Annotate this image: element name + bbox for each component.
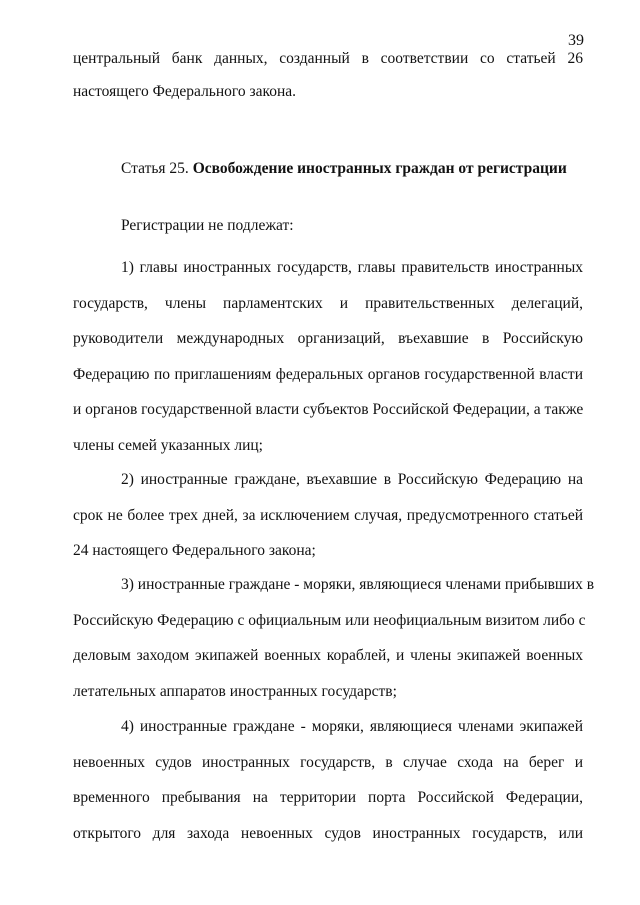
intro-paragraph (73, 217, 583, 235)
text-line: 4) иностранные граждане - моряки, являющиеся членами экипажей (121, 718, 583, 735)
text-line: летательных аппаратов иностранных государств; (73, 682, 397, 700)
text-line: члены семей указанных лиц; (73, 436, 263, 454)
text-line: деловым заходом экипажей военных кораблей, и члены экипажей военных (73, 647, 583, 664)
text-line: срок не более трех дней, за исключением случая, предусмотренного статьей (73, 506, 583, 524)
text-line: открытого для захода невоенных судов иностранных государств, или (73, 824, 583, 842)
intro-text: Регистрации не подлежат: (121, 217, 294, 234)
list-item-1 (73, 250, 583, 463)
list-item-3 (73, 567, 595, 709)
text-line: центральный банк данных, созданный в соответствии со статьей 26 (73, 50, 583, 67)
text-line: временного пребывания на территории порта Российской Федерации, (73, 789, 583, 806)
article-label: Статья 25. (121, 160, 189, 177)
article-title: Освобождение иностранных граждан от регистрации (192, 160, 567, 177)
text-line: Федерацию по приглашениям федеральных органов государственной власти (73, 365, 583, 383)
text-line: и органов государственной власти субъектов Российской Федерации, а также (73, 401, 584, 418)
text-line: Российскую Федерацию с официальным или неофициальным визитом либо с (73, 611, 586, 629)
list-item-2 (73, 462, 583, 569)
text-line: государств, члены парламентских и правительственных делегаций, (73, 294, 583, 312)
text-line: невоенных судов иностранных государств, в случае схода на берег и (73, 753, 583, 771)
text-line: 3) иностранные граждане - моряки, являющиеся членами прибывших в (121, 576, 595, 593)
text-line: настоящего Федерального закона. (73, 83, 297, 100)
article-heading (121, 160, 591, 178)
text-line: 24 настоящего Федерального закона; (73, 542, 316, 559)
continuation-paragraph (73, 50, 583, 101)
list-item-4 (73, 709, 583, 851)
text-line: руководители международных организаций, въехавшие в Российскую (73, 330, 583, 347)
text-line: 2) иностранные граждане, въехавшие в Российскую Федерацию на (121, 471, 583, 488)
text-line: 1) главы иностранных государств, главы правительств иностранных (121, 259, 583, 276)
page-number: 39 (568, 32, 584, 49)
